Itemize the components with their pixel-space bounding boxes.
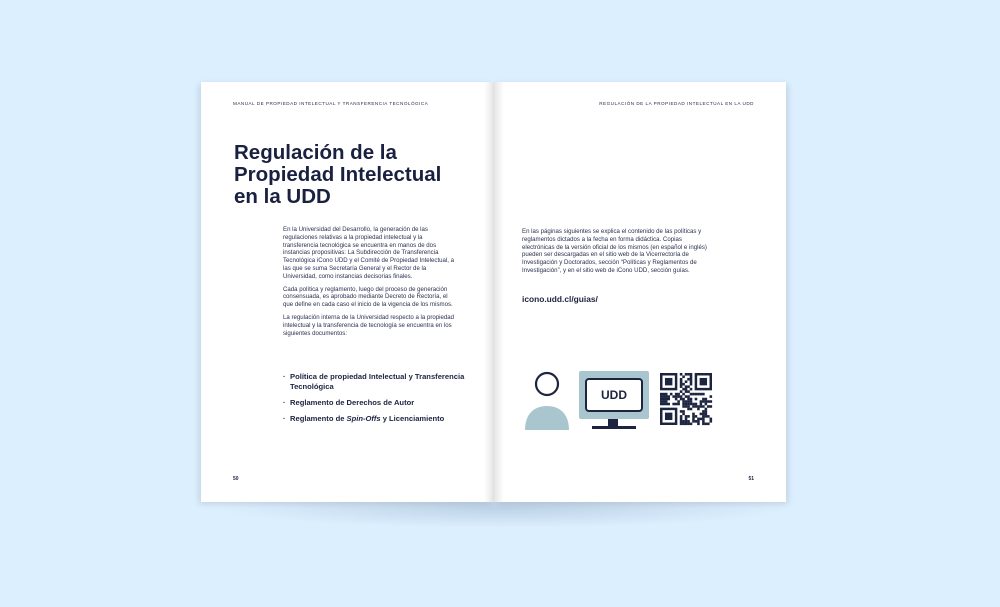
guides-link[interactable]: icono.udd.cl/guias/: [522, 294, 598, 304]
list-item-text-pre: Reglamento de: [290, 414, 347, 423]
paragraph: La regulación interna de la Universidad respecto a la propiedad intelectual y la transferencia de tecnología se encuentra en los siguientes documentos:: [283, 313, 455, 337]
list-item: [283, 372, 468, 392]
page-title: [234, 142, 474, 208]
page-number-left: 50: [233, 476, 239, 482]
document-list: [283, 372, 468, 430]
title-line: Propiedad Intelectual: [234, 163, 442, 186]
book-gutter: [484, 82, 504, 502]
paragraph: En la Universidad del Desarrollo, la generación de las regulaciones relativas a la propiedad intelectual y la transferencia tecnológica se encuentra en manos de dos instancias propositivas: La Subdirección de Transferencia Tecnológica iCono UDD y el Comité de Propiedad Intelectual, a las que se suma Secretaría General y el Rector de la Universidad, como instancias decisorias finales.: [283, 226, 455, 280]
illustration: [522, 369, 717, 433]
paragraph: En las páginas siguientes se explica el contenido de las políticas y reglamentos dictados a la fecha en forma didáctica. Copias electrónicas de la versión oficial de los mismos (en español e inglés) pueden ser descargadas en el sitio web de la Vicerrectoría de Investigación y Doctorados, sección “Políticas y Reglamentos de Investigación”, y en el sitio web de iCono UDD, sección guías.: [522, 228, 707, 274]
list-item-text: Reglamento de Derechos de Autor: [290, 398, 415, 407]
title-line: en la UDD: [234, 185, 331, 208]
intro-text: [283, 226, 455, 342]
list-item-text: Política de propiedad Intelectual y Transferencia Tecnológica: [290, 372, 465, 391]
person-icon: [525, 373, 569, 430]
paragraph: Cada política y reglamento, luego del proceso de generación consensuada, es aprobado mediante Decreto de Rectoría, el que define en cada caso el inicio de la vigencia de los mismos.: [283, 285, 453, 309]
title-line: Regulación de la: [234, 141, 397, 164]
list-item: [283, 414, 468, 424]
running-head-left: MANUAL DE PROPIEDAD INTELECTUAL Y TRANSFERENCIA TECNOLÓGICA: [233, 101, 429, 106]
right-page: [494, 82, 786, 502]
running-head-right: REGULACIÓN DE LA PROPIEDAD INTELECTUAL EN LA UDD: [599, 101, 754, 106]
page-number-right: 51: [748, 476, 754, 482]
left-page: [201, 82, 494, 502]
monitor-logo-text: UDD: [601, 388, 627, 402]
list-item-text-post: y Licenciamiento: [380, 414, 445, 423]
monitor-icon: [579, 371, 649, 429]
qr-code-icon: [660, 373, 712, 425]
list-item: [283, 398, 468, 408]
list-item-text-em: Spin-Offs: [346, 414, 381, 423]
right-paragraph: [522, 228, 708, 280]
